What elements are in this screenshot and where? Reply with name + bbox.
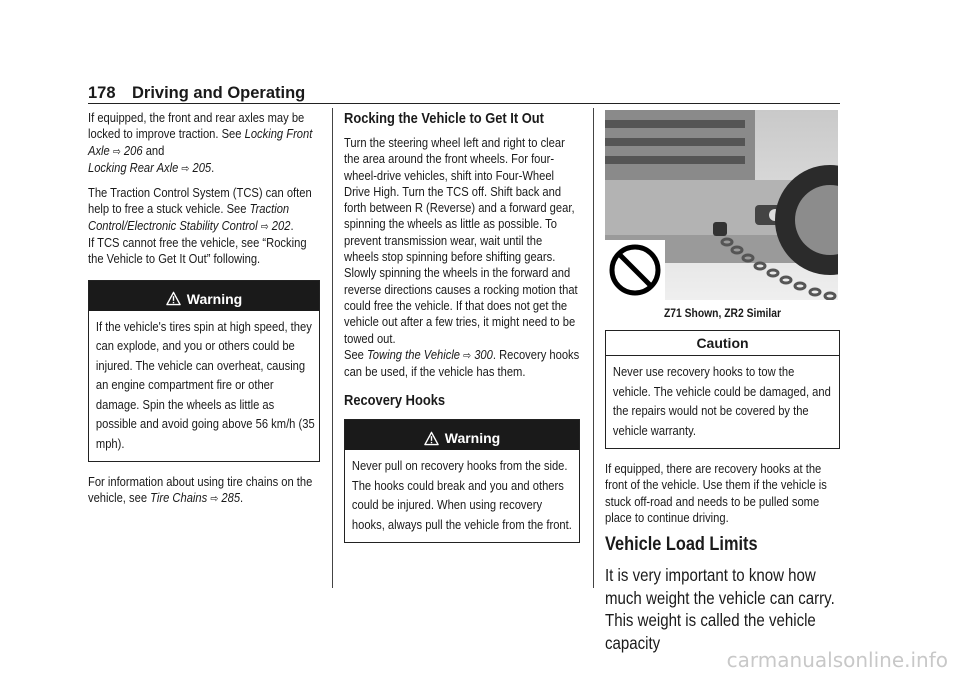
vehicle-load-limits-heading: Vehicle Load Limits <box>605 534 758 556</box>
load-limits-paragraph: It is very important to know how much weight the vehicle can carry. This weight is called the vehicle capacity <box>605 565 835 653</box>
warning-header <box>89 281 319 311</box>
column-1 <box>88 110 320 516</box>
page-ref-arrow-icon: ⇨ <box>210 493 219 506</box>
page-header <box>88 82 840 104</box>
warning-triangle-icon <box>166 291 181 306</box>
link-locking-front-axle[interactable]: Locking Front Axle <box>88 126 313 158</box>
prohibited-icon <box>605 240 665 300</box>
section-title: Driving and Operating <box>132 84 306 102</box>
axle-lock-paragraph: If equipped, the front and rear axles may be locked to improve traction. See Locking Front Axle ⇨ 206 and Locking Rear Axle ⇨ 205. <box>88 110 313 175</box>
warning-text: Never pull on recovery hooks from the side. The hooks could break and you and others could be injured. When using recovery hooks, always pull the vehicle from the front. <box>351 458 572 532</box>
caution-text: Never use recovery hooks to tow the vehicle. The vehicle could be damaged, and the repairs would not be covered by the vehicle warranty. <box>612 364 831 438</box>
link-traction-control[interactable]: Traction Control/Electronic Stability Control <box>88 201 290 233</box>
recovery-hooks-heading: Recovery Hooks <box>344 392 446 410</box>
figure-caption: Z71 Shown, ZR2 Similar <box>664 306 781 320</box>
page-number: 178 <box>88 84 116 102</box>
rocking-heading: Rocking the Vehicle to Get It Out <box>344 110 544 127</box>
truck-front-illustration <box>605 110 838 300</box>
warning-title: Warning <box>444 430 501 447</box>
recovery-hook-figure <box>605 110 838 300</box>
warning-header <box>345 420 579 450</box>
caution-box <box>605 330 840 449</box>
column-3 <box>605 110 840 662</box>
column-divider <box>593 108 594 588</box>
link-locking-rear-axle[interactable]: Locking Rear Axle <box>88 159 179 175</box>
warning-text: If the vehicle's tires spin at high speed, they can explode, and you or others could be injured. The vehicle can overheat, causing an engine compartment fire or other damage. Spin the wheels as little as possible and avoid going above 56 km/h (35 mph). <box>95 318 315 451</box>
column-2 <box>344 110 580 555</box>
column-divider <box>332 108 333 588</box>
warning-triangle-icon <box>424 431 439 446</box>
page-ref-arrow-icon: ⇨ <box>260 220 269 233</box>
warning-box <box>344 419 580 543</box>
tire-chains-paragraph: For information about using tire chains on the vehicle, see Tire Chains ⇨ 285. <box>88 474 313 506</box>
warning-box <box>88 280 320 463</box>
link-towing-the-vehicle[interactable]: Towing the Vehicle <box>367 346 461 362</box>
recovery-hooks-paragraph: If equipped, there are recovery hooks at the front of the vehicle. Use them if the vehicle is stuck off-road and needs to be pulled some place to continue driving. <box>605 461 827 525</box>
page-ref-arrow-icon: ⇨ <box>112 145 121 158</box>
rocking-paragraph: Turn the steering wheel left and right to clear the area around the front wheels. For four-wheel-drive vehicles, shift into Four-Wheel Drive High. Turn the TCS off. Shift back and forth between R (Reverse) and a forward gear, spinning the wheels as little as possible. To prevent transmission wear, wait until the wheels stop spinning before shifting gears. Slowly spinning the wheels in the forward and reverse directions causes a rocking motion that could free the vehicle. If that does not get the vehicle out after a few tries, it might need to be towed out. See Towing the Vehicle ⇨ 300. Recovery hooks can be used, if the vehicle has them. <box>344 135 580 380</box>
page-ref-arrow-icon: ⇨ <box>463 349 472 362</box>
caution-title: Caution <box>606 331 839 356</box>
tcs-paragraph: The Traction Control System (TCS) can often help to free a stuck vehicle. See Traction Control/Electronic Stability Control ⇨ 202. If TCS cannot free the vehicle, see “Rocking the Vehicle to Get It Out” following. <box>88 185 312 267</box>
warning-title: Warning <box>186 290 243 307</box>
page-ref-arrow-icon: ⇨ <box>181 162 190 175</box>
header-rule <box>88 103 840 104</box>
link-tire-chains[interactable]: Tire Chains <box>150 490 208 506</box>
watermark: carmanualsonline.info <box>726 648 948 672</box>
